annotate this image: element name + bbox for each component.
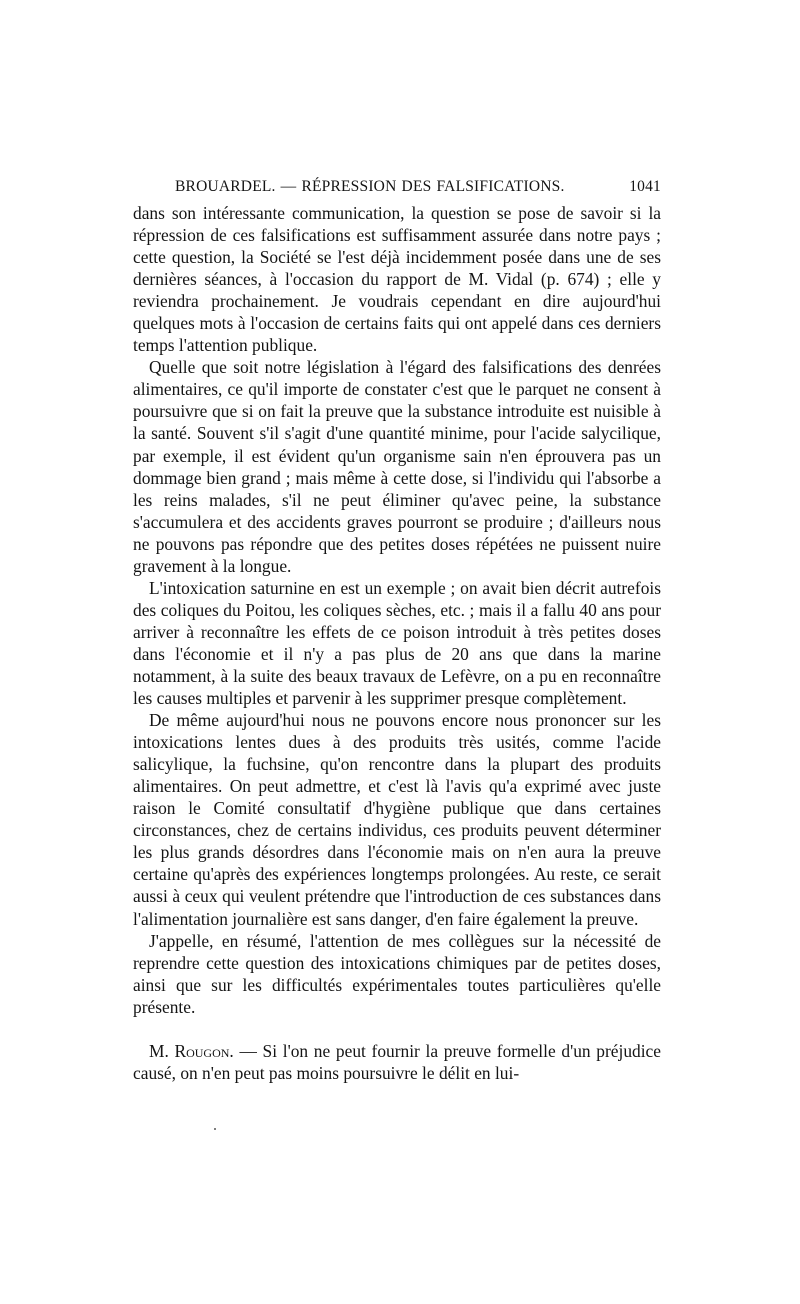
running-head: [133, 178, 661, 202]
paragraph-4: De même aujourd'hui nous ne pouvons encore nous prononcer sur les intoxications lentes dues à des produits très usités, comme l'acide salicylique, la fuchsine, qu'on rencontre dans la plupart des produits alimentaires. On peut admettre, et c'est là l'avis qu'a exprimé avec juste raison le Comité consultatif d'hygiène publique que dans certaines circonstances, chez de certains individus, ces produits peuvent déterminer les plus grands désordres dans l'économie mais on n'en aura la preuve certaine qu'après des expériences longtemps prolongées. Au reste, ce serait aussi à ceux qui veulent prétendre que l'introduction de ces substances dans l'alimentation journalière est sans danger, d'en faire également la preuve.: [133, 710, 661, 929]
running-head-title: BROUARDEL. — RÉPRESSION DES FALSIFICATIONS.: [175, 178, 565, 195]
body-text: [133, 202, 661, 1084]
speaker-name: M. Rougon.: [149, 1040, 234, 1061]
paragraph-2: Quelle que soit notre législation à l'égard des falsifications des denrées alimentaires, ce qu'il importe de constater c'est que le parquet ne consent à poursuivre que si on fait la preuve que la substance introduite est nuisible à la santé. Souvent s'il s'agit d'une quantité minime, pour l'acide salycilique, par exemple, il est évident qu'un organisme sain n'en éprouvera pas un dommage bien grand ; mais même à cette dose, si l'individu qui l'absorbe a les reins malades, s'il ne peut éliminer qu'avec peine, la substance s'accumulera et des accidents graves pourront se produire ; d'ailleurs nous ne pouvons pas répondre que des petites doses répétées ne puissent nuire gravement à la longue.: [133, 357, 661, 576]
print-speck: [214, 1128, 216, 1130]
page-number: 1041: [629, 178, 661, 195]
book-page: [133, 178, 661, 1084]
paragraph-5: J'appelle, en résumé, l'attention de mes collègues sur la nécessité de reprendre cette question des intoxications chimiques par de petites doses, ainsi que sur les difficultés expérimentales toutes particulières qu'elle présente.: [133, 930, 661, 1017]
paragraph-3: L'intoxication saturnine en est un exemple ; on avait bien décrit autrefois des coliques du Poitou, les coliques sèches, etc. ; mais il a fallu 40 ans pour arriver à reconnaître les effets de ce poison introduit à très petites doses dans l'économie et il n'y a pas plus de 20 ans que dans la marine notamment, à la suite des beaux travaux de Lefèvre, on a pu en reconnaître les causes multiples et parvenir à les supprimer presque complètement.: [133, 577, 661, 709]
paragraph-1: dans son intéressante communication, la question se pose de savoir si la répression de ces falsifications est suffisamment assurée dans notre pays ; cette question, la Société se l'est déjà incidemment posée dans une de ses dernières séances, à l'occasion du rapport de M. Vidal (p. 674) ; elle y reviendra prochainement. Je voudrais cependant en dire aujourd'hui quelques mots à l'occasion de certains faits qui ont appelé dans ces derniers temps l'attention publique.: [133, 203, 661, 356]
speaker-paragraph: [133, 1040, 661, 1084]
speaker-text: — Si l'on ne peut fournir la preuve formelle d'un préjudice causé, on n'en peut pas moins poursuivre le délit en lui-: [133, 1040, 661, 1083]
